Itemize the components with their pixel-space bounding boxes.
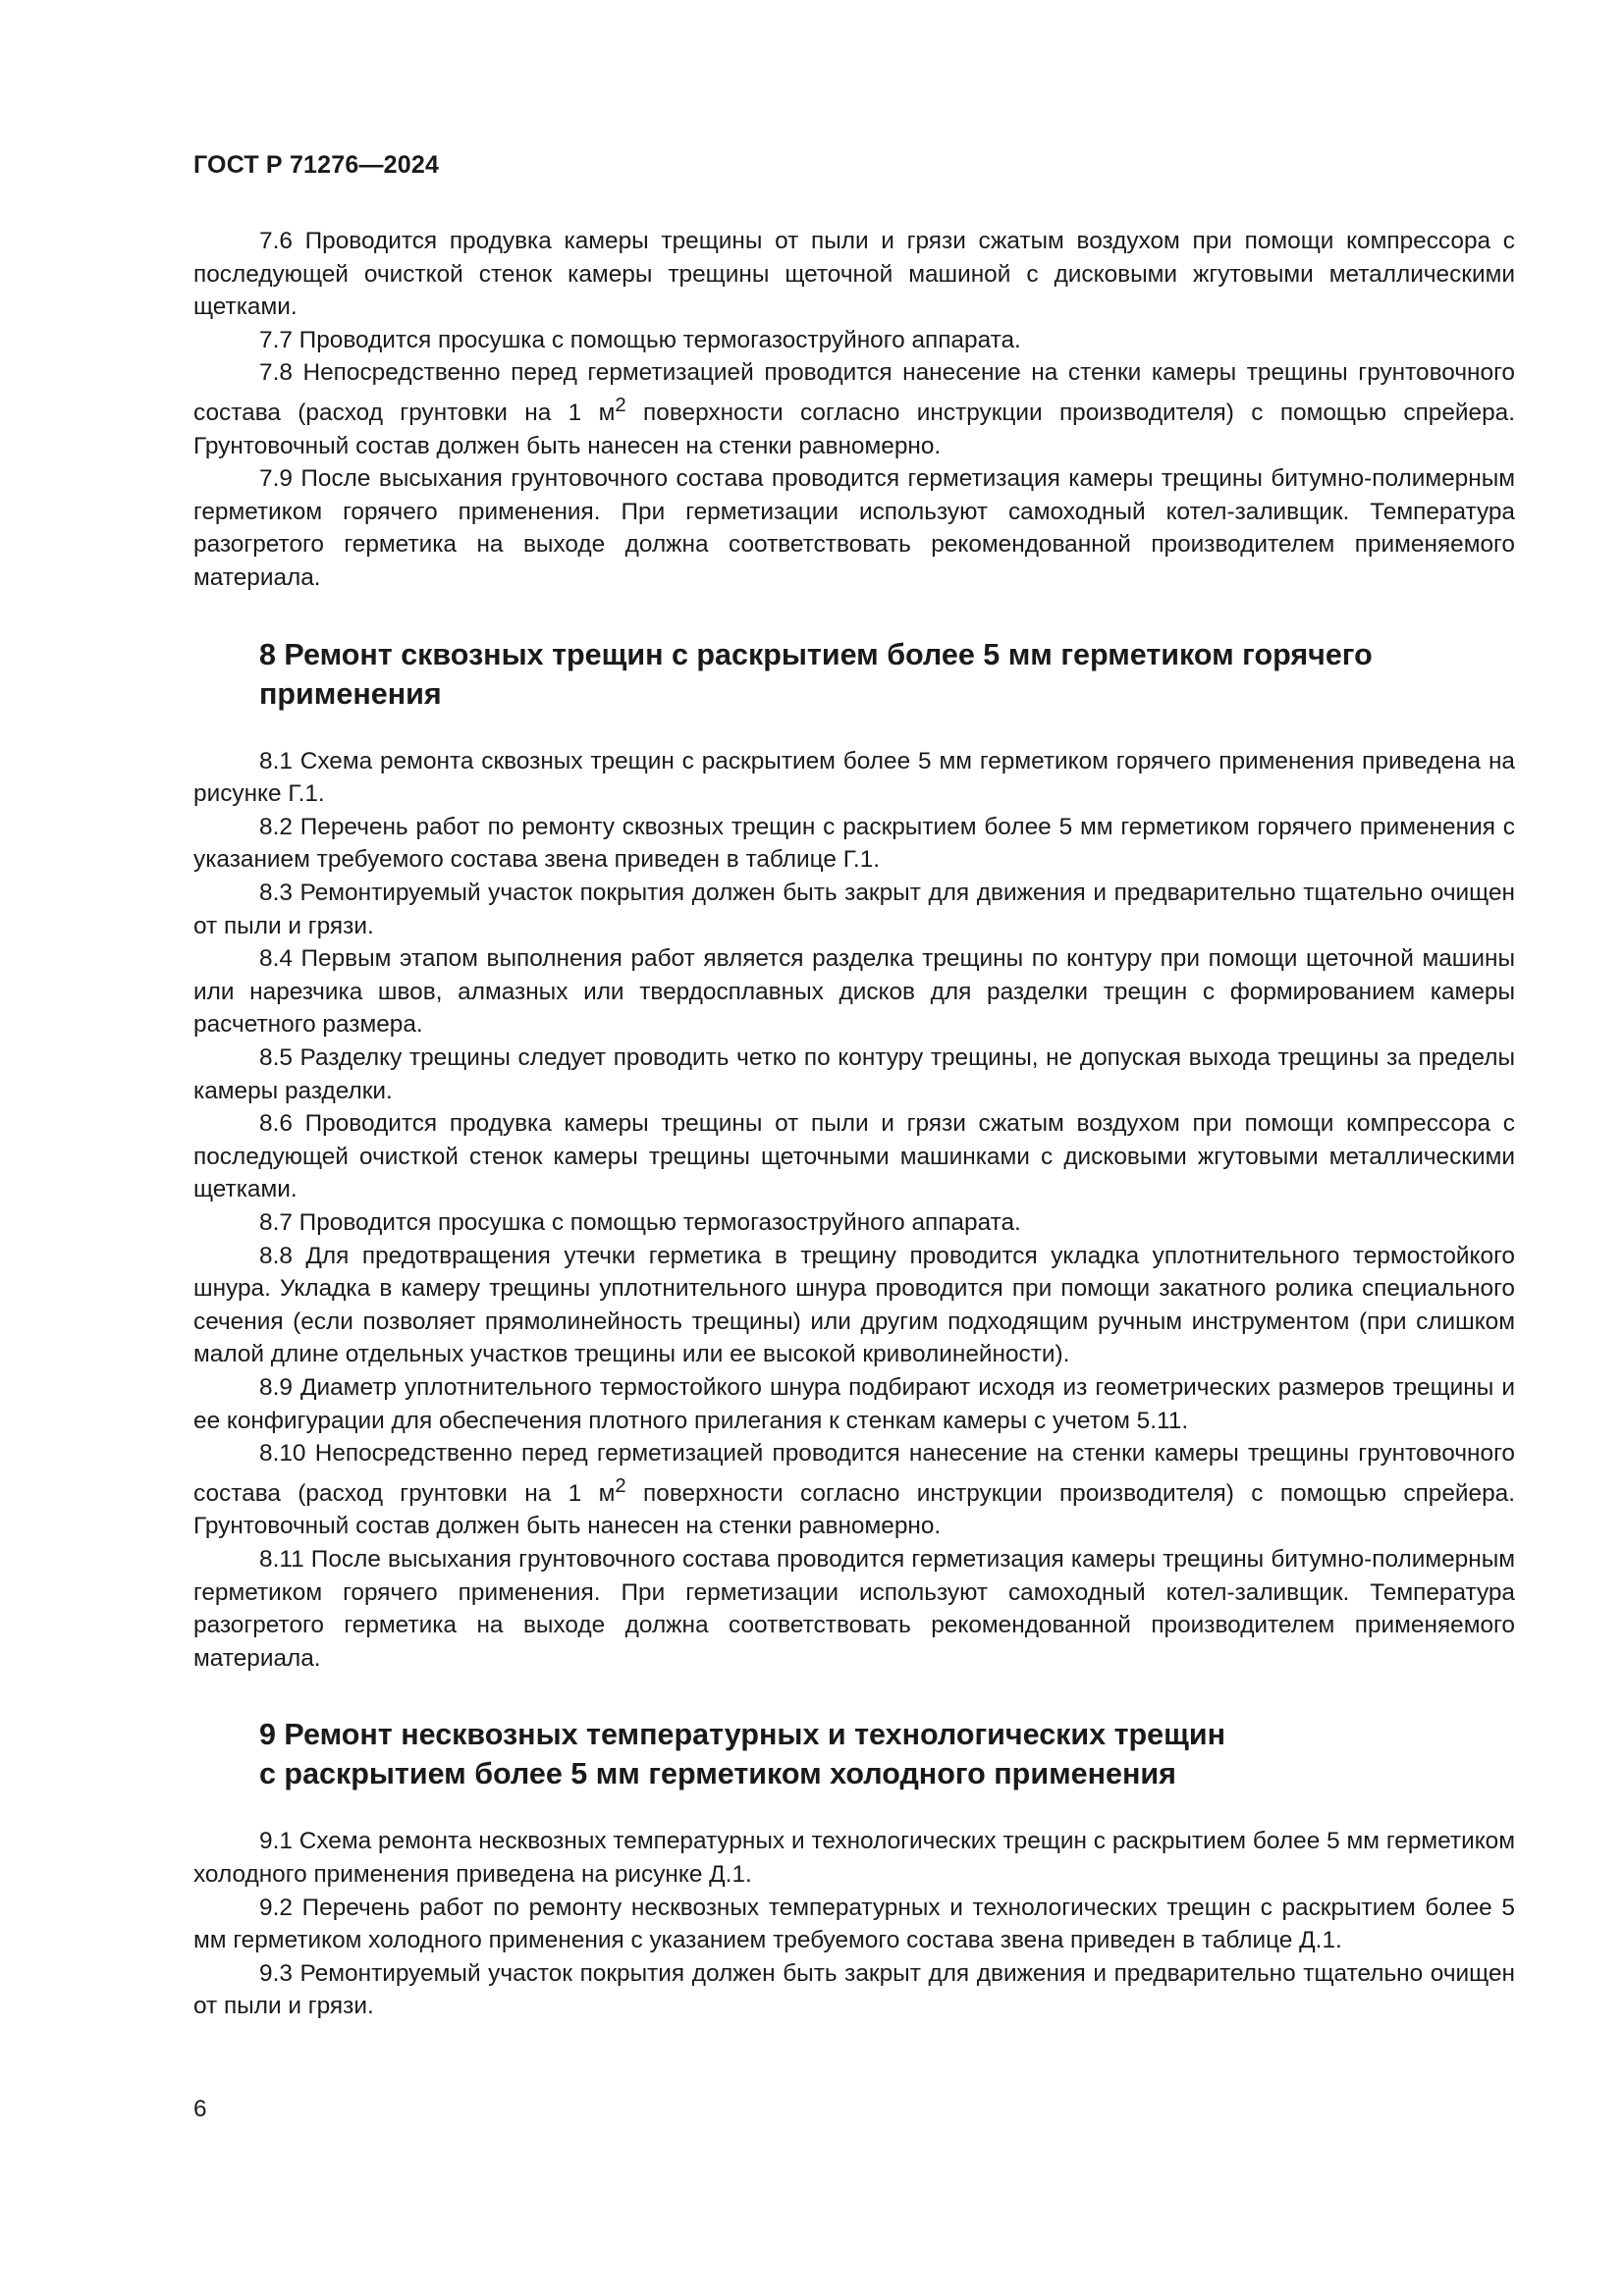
section-heading-line: применения xyxy=(259,676,442,711)
paragraph: 8.6 Проводится продувка камеры трещины от пыли и грязи сжатым воздухом при помощи компрессора с последующей очисткой стенок камеры трещины щеточными машинками с дисковыми жгутовыми металлическими щетками. xyxy=(193,1110,1515,1203)
section-heading-line: 8 Ремонт сквозных трещин с раскрытием более 5 мм герметиком горячего xyxy=(259,637,1373,671)
paragraph: 8.5 Разделку трещины следует проводить четко по контуру трещины, не допуская выхода трещины за пределы камеры разделки. xyxy=(193,1044,1515,1104)
section-heading-line: с раскрытием более 5 мм герметиком холодного применения xyxy=(259,1757,1176,1791)
paragraph xyxy=(193,1437,1515,1543)
paragraph xyxy=(193,356,1515,462)
paragraph: 8.11 После высыхания грунтовочного состава проводится герметизация камеры трещины битумно-полимерным герметиком горячего применения. При герметизации используют самоходный котел-заливщик. Температура разогретого герметика на выходе должна соответствовать рекомендованной производителем применяемого материала. xyxy=(193,1546,1515,1672)
paragraph: 8.4 Первым этапом выполнения работ является разделка трещины по контуру при помощи щеточной машины или нарезчика швов, алмазных или твердосплавных дисков для разделки трещин с формированием камеры расчетного размера. xyxy=(193,945,1515,1039)
section-heading xyxy=(193,1715,1515,1793)
paragraph: 8.9 Диаметр уплотнительного термостойкого шнура подбирают исходя из геометрических размеров трещины и ее конфигурации для обеспечения плотного прилегания к стенкам камеры с учетом 5.11. xyxy=(193,1373,1515,1434)
paragraph: 7.6 Проводится продувка камеры трещины от пыли и грязи сжатым воздухом при помощи компрессора с последующей очисткой стенок камеры трещины щеточной машиной с дисковыми жгутовыми металлическими щетками. xyxy=(193,228,1515,321)
paragraph: 9.3 Ремонтируемый участок покрытия должен быть закрыт для движения и предварительно тщательно очищен от пыли и грязи. xyxy=(193,1959,1515,2020)
superscript: 2 xyxy=(615,394,626,416)
section-heading-line: 9 Ремонт несквозных температурных и технологических трещин xyxy=(259,1718,1226,1752)
paragraph: 8.3 Ремонтируемый участок покрытия должен быть закрыт для движения и предварительно тщательно очищен от пыли и грязи. xyxy=(193,880,1515,939)
paragraph: 8.2 Перечень работ по ремонту сквозных трещин с раскрытием более 5 мм герметиком горячего применения с указанием требуемого состава звена приведен в таблице Г.1. xyxy=(193,813,1515,874)
superscript: 2 xyxy=(615,1474,626,1497)
paragraph-text: поверхности согласно инструкции производителя) с помощью спрейера. Грунтовочный состав должен быть нанесен на стенки равномерно. xyxy=(193,400,1516,459)
paragraph: 9.2 Перечень работ по ремонту несквозных температурных и технологических трещин с раскрытием более 5 мм герметиком холодного применения с указанием требуемого состава звена приведен в таблице Д.1. xyxy=(193,1894,1515,1954)
paragraph: 8.7 Проводится просушка с помощью термогазоструйного аппарата. xyxy=(259,1208,1021,1236)
paragraph: 7.7 Проводится просушка с помощью термогазоструйного аппарата. xyxy=(259,326,1021,353)
paragraph: 8.1 Схема ремонта сквозных трещин с раскрытием более 5 мм герметиком горячего применения приведена на рисунке Г.1. xyxy=(193,747,1515,808)
paragraph-text: 8.10 Непосредственно перед герметизацией проводится нанесение на стенки камеры трещины грунтовочного состава (расход грунтовки на 1 м xyxy=(193,1440,1515,1507)
paragraph-text: 7.8 Непосредственно перед герметизацией проводится нанесение на стенки камеры трещины грунтовочного состава (расход грунтовки на 1 м xyxy=(193,359,1515,427)
paragraph: 8.8 Для предотвращения утечки герметика в трещину проводится укладка уплотнительного термостойкого шнура. Укладка в камеру трещины уплотнительного шнура проводится при помощи закатного ролика специального сечения (если позволяет прямолинейность трещины) или другим подходящим ручным инструментом (при слишком малой длине отдельных участков трещины или ее высокой криволинейности). xyxy=(193,1242,1515,1368)
page-number: 6 xyxy=(193,2096,207,2122)
document-body xyxy=(193,225,1515,2023)
paragraph: 7.9 После высыхания грунтовочного состава проводится герметизация камеры трещины битумно-полимерным герметиком горячего применения. При герметизации используют самоходный котел-заливщик. Температура разогретого герметика на выходе должна соответствовать рекомендованной производителем применяемого материала. xyxy=(193,465,1515,592)
section-heading xyxy=(193,635,1515,714)
paragraph-text: поверхности согласно инструкции производителя) с помощью спрейера. Грунтовочный состав должен быть нанесен на стенки равномерно. xyxy=(193,1479,1516,1540)
paragraph: 9.1 Схема ремонта несквозных температурных и технологических трещин с раскрытием более 5 мм герметиком холодного применения приведена на рисунке Д.1. xyxy=(193,1828,1515,1888)
page-header-doc-code: ГОСТ Р 71276—2024 xyxy=(193,151,440,179)
